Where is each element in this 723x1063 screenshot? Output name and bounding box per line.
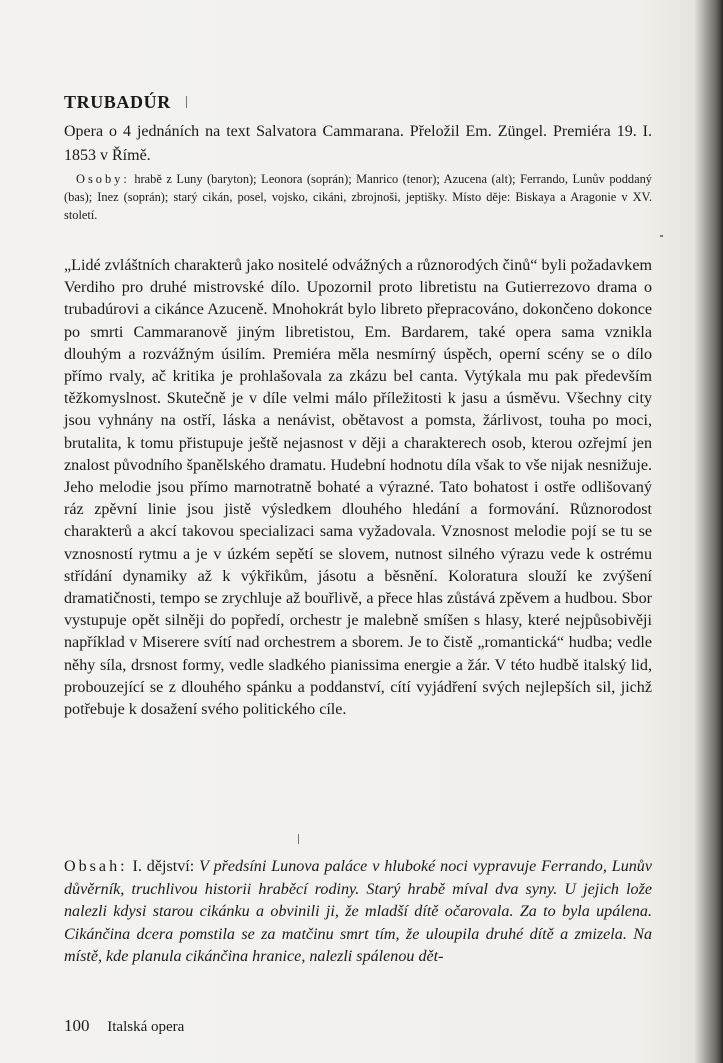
page-number: 100 — [64, 1016, 90, 1035]
running-title: Italská opera — [107, 1019, 185, 1035]
opera-intro: Opera o 4 jednáních na text Salvatora Cammarana. Přeložil Em. Züngel. Premiéra 19. I. 1853 v Římě. — [64, 123, 652, 164]
synopsis-act: I. dějství: — [127, 858, 200, 875]
pencil-mark — [298, 834, 299, 844]
pencil-mark — [660, 235, 663, 237]
cast-list — [64, 170, 652, 224]
page-footer — [64, 1016, 184, 1036]
synopsis-label: Obsah: — [64, 858, 128, 875]
synopsis-text: V předsíni Lunova paláce v hluboké noci vypravuje Ferrando, Lunův důvěrník, truchlivou historii hraběcí rodiny. Starý hrabě míval dva syny. U jejich lože nalezli kdysi starou cikánku a obvinili ji, že mladší dítě očarovala. Za to byla upálena. Cikánčina dcera pomstila se za matčinu smrt tím, že uloupila druhé dítě a zmizela. Na místě, kde planula cikánčina hranice, nalezli spálenou dět- — [64, 858, 652, 966]
opera-title: TRUBADÚR — [64, 92, 171, 112]
body-paragraph: „Lidé zvláštních charakterů jako nositelé odvážných a různorodých činů“ byli požadavkem Verdiho pro druhé mistrovské dílo. Upozornil proto libretistu na Gutierrezovo drama o trubadúrovi a cikánce Azuceně. Mnohokrát bylo libreto přepracováno, dokončeno dokonce po smrti Cammaranově jiným libretistou, Em. Bardarem, také opera sama vznikla dlouhým a rozvážným úsilím. Premiéra měla nesmírný úspěch, operní scény se o dílo přímo rvaly, ač kritika je prohlašovala za zkázu bel canta. Vytýkala mu pak především těžkomyslnost. Skutečně je v díle velmi málo příležitosti k jasu a úsměvu. Všechny city jsou vyhnány na ostří, láska a nenávist, obětavost a pomsta, žárlivost, touha po moci, brutalita, k tomu přistupuje ještě nejasnost v ději a charakterech osob, kterou ozřejmí jen znalost původního španělského dramatu. Hudební hodnotu díla však to vše nijak nesnižuje. Jeho melodie jsou přímo marnotratně bohaté a výrazné. Tato bohatost i ostře odlišovaný ráz zpěvní linie jsou jistě výsledkem dlouhého hledání a formování. Různorodost charakterů a akcí takovou specializaci sama vyžadovala. Vznosnost melodie pojí se tu se vznosností rytmu a je v úzkém sepětí se slovem, nutnost silného výrazu vede k ostrému střídání dynamiky až k výkřikům, jásotu a běsnění. Koloratura slouží ke zvýšení dramatičnosti, tempo se zrychluje až bouřlivě, a přece hlas zůstává zpěvem a hudbou. Sbor vystupuje opět silněji do popředí, orchestr je malebně smíšen s hlasy, které nejpůsobivěji například v Miserere svítí nad orchestrem a sborem. Je to čistě „romantická“ hudba; vedle něhy síla, drsnost formy, vedle sladkého pianissima energie a žár. V této hudbě italský lid, probouzející se z dlouhého spánku a poddanství, cítí vyjádření svých nejlepších sil, jichž potřebuje k dosažení svého politického cíle. — [64, 257, 652, 719]
pencil-mark — [186, 96, 187, 108]
cast-text: hrabě z Luny (baryton); Leonora (soprán); Manrico (tenor); Azucena (alt); Ferrando, Lunův poddaný (bas); Inez (soprán); starý cikán, posel, vojsko, cikáni, zbrojnoši, jeptišky. Místo děje: Biskaya a Aragonie v XV. století. — [64, 172, 652, 222]
synopsis — [64, 856, 652, 969]
cast-label: Osoby: — [76, 172, 130, 186]
body-text — [64, 255, 652, 721]
